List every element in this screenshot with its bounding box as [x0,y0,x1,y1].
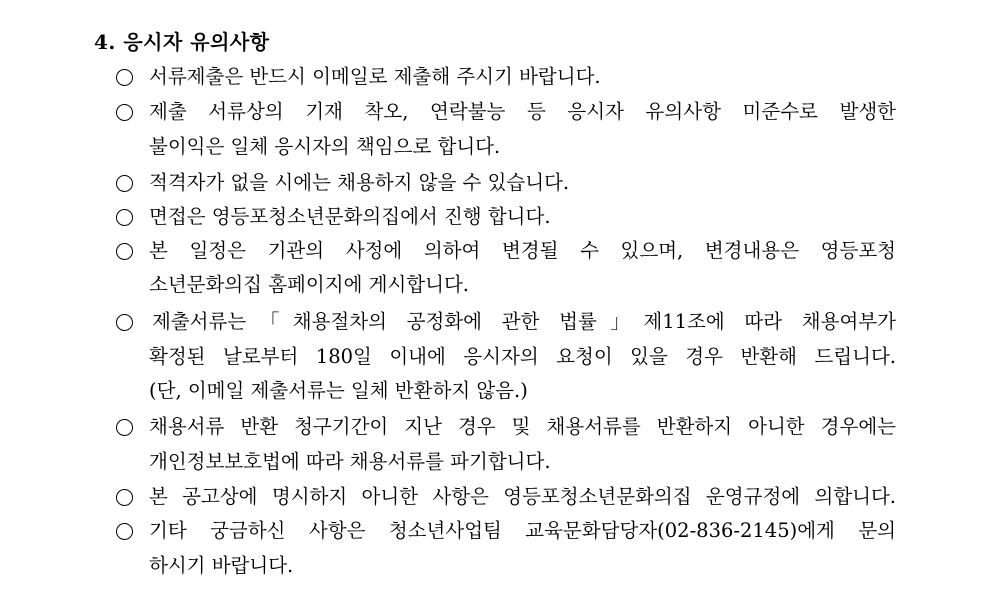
circle-bullet-icon [116,69,133,86]
circle-bullet-icon [116,314,133,331]
circle-bullet-icon [116,523,133,540]
circle-bullet-icon [116,209,133,226]
notice-line: (단, 이메일 제출서류는 일체 반환하지 않음.) [149,379,528,402]
notice-line: 소년문화의집 홈페이지에 게시합니다. [149,273,469,296]
notice-line: 면접은 영등포청소년문화의집에서 진행 합니다. [149,205,551,228]
circle-bullet-icon [116,489,133,506]
notice-line: 서류제출은 반드시 이메일로 제출해 주시기 바랍니다. [149,65,601,88]
notice-line: 하시기 바랍니다. [149,554,294,577]
notice-line: 기타 궁금하신 사항은 청소년사업팀 교육문화담당자(02-836-2145)에게 문의 [149,519,896,542]
notice-line: 적격자가 없을 시에는 채용하지 않을 수 있습니다. [149,171,570,194]
notice-line: 제출 서류상의 기재 착오, 연락불능 등 응시자 유의사항 미준수로 발생한 [149,100,896,123]
circle-bullet-icon [116,243,133,260]
notice-line: 확정된 날로부터 180일 이내에 응시자의 요청이 있을 경우 반환해 드립니다. [149,345,896,368]
notice-line: 개인정보보호법에 따라 채용서류를 파기합니다. [149,450,551,473]
circle-bullet-icon [116,104,133,121]
notice-line: 채용서류 반환 청구기간이 지난 경우 및 채용서류를 반환하지 아니한 경우에는 [149,415,896,438]
section-heading: 4. 응시자 유의사항 [94,30,270,54]
circle-bullet-icon [116,175,133,192]
circle-bullet-icon [116,419,133,436]
notice-line: 제출서류는「채용절차의 공정화에 관한 법률」제11조에 따라 채용여부가 [152,310,896,333]
notice-line: 본 공고상에 명시하지 아니한 사항은 영등포청소년문화의집 운영규정에 의합니다. [149,485,896,508]
notice-line: 불이익은 일체 응시자의 책임으로 합니다. [149,135,501,158]
notice-line: 본 일정은 기관의 사정에 의하여 변경될 수 있으며, 변경내용은 영등포청 [149,239,896,262]
